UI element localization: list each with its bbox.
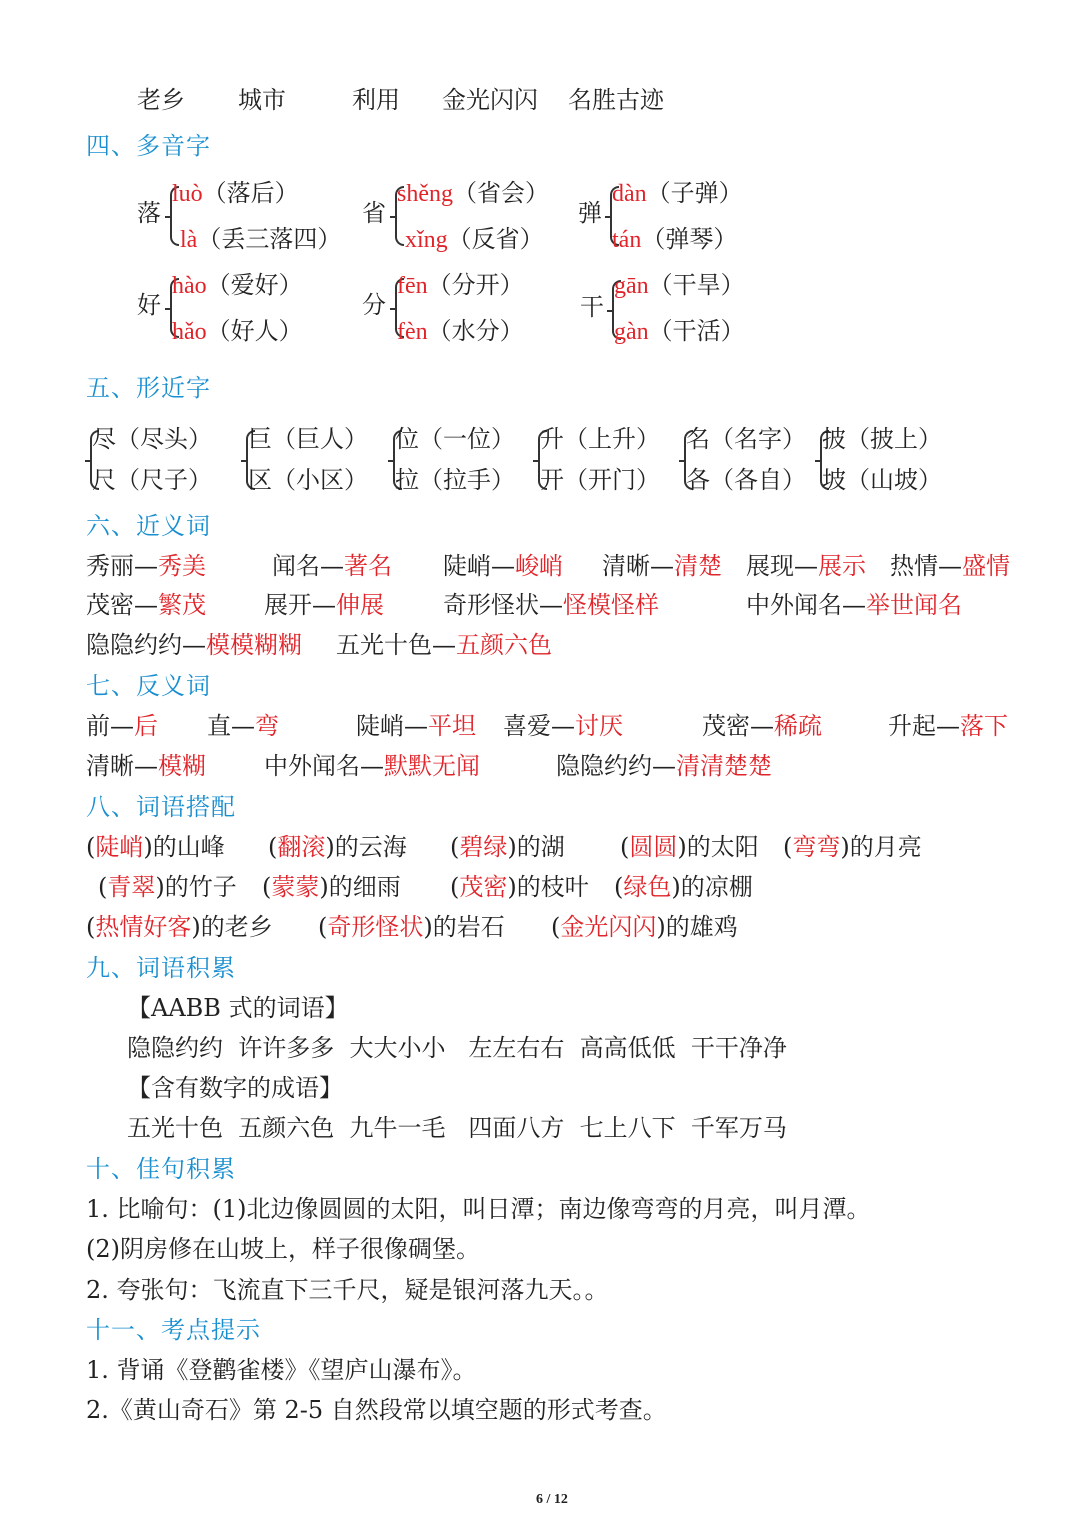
similar-top: 位（一位） (395, 425, 515, 453)
antonym-pair: 中外闻名—默默无闻 (264, 752, 480, 780)
poly-reading-b: xǐng（反省） (405, 225, 544, 253)
synonym-pair: 展现—展示 (746, 552, 866, 580)
aabb-words: 隐隐约约 许许多多 大大小小 左左右右 高高低低 干干净净 (127, 1034, 787, 1062)
poly-reading-a: fēn（分开） (397, 271, 524, 299)
word: 老乡 (137, 86, 185, 114)
number-idioms: 五光十色 五颜六色 九牛一毛 四面八方 七上八下 千军万马 (127, 1114, 787, 1142)
section-title-collocations: 八、词语搭配 (86, 793, 236, 821)
antonym-pair: 喜爱—讨厌 (503, 712, 623, 740)
synonym-pair: 茂密—繁茂 (86, 591, 206, 619)
synonym-pair: 秀丽—秀美 (86, 552, 206, 580)
poly-reading-b: là（丢三落四） (180, 225, 342, 253)
collocation: (碧绿)的湖 (450, 833, 565, 861)
tip-line: 2.《黄山奇石》第 2-5 自然段常以填空题的形式考查。 (86, 1396, 667, 1424)
subheading-number-idioms: 【含有数字的成语】 (127, 1074, 343, 1102)
tip-line: 1. 背诵《登鹳雀楼》《望庐山瀑布》。 (86, 1356, 477, 1384)
poly-char: 好 (137, 291, 161, 319)
synonym-pair: 清晰—清楚 (602, 552, 722, 580)
collocation: (茂密)的枝叶 (450, 873, 589, 901)
synonym-pair: 展开—伸展 (264, 591, 384, 619)
section-title-sentences: 十、佳句积累 (86, 1155, 236, 1183)
poly-reading-a: luò（落后） (172, 179, 299, 207)
similar-top: 巨（巨人） (248, 425, 368, 453)
antonym-pair: 陡峭—平坦 (356, 712, 476, 740)
word: 利用 (352, 86, 400, 114)
poly-reading-b: hǎo（好人） (172, 317, 303, 345)
sentence-line: (2)阴房修在山坡上，样子很像碉堡。 (86, 1235, 480, 1263)
antonym-pair: 直—弯 (207, 712, 279, 740)
poly-reading-a: gān（干旱） (614, 271, 745, 299)
sentence-line: 1. 比喻句：(1)北边像圆圆的太阳，叫日潭；南边像弯弯的月亮，叫月潭。 (86, 1195, 871, 1223)
antonym-pair: 茂密—稀疏 (702, 712, 822, 740)
word: 名胜古迹 (568, 86, 664, 114)
poly-reading-b: tán（弹琴） (612, 225, 738, 253)
synonym-pair: 陡峭—峻峭 (443, 552, 563, 580)
similar-top: 披（披上） (822, 425, 942, 453)
synonym-pair: 奇形怪状—怪模怪样 (443, 591, 659, 619)
poly-char: 弹 (578, 199, 602, 227)
similar-top: 名（名字） (686, 425, 806, 453)
poly-char: 干 (580, 293, 604, 321)
collocation: (金光闪闪)的雄鸡 (551, 913, 738, 941)
similar-bottom: 各（各自） (686, 466, 806, 494)
poly-char: 分 (362, 291, 386, 319)
poly-char: 落 (137, 199, 161, 227)
poly-reading-b: fèn（水分） (397, 317, 524, 345)
section-title-synonyms: 六、近义词 (86, 512, 211, 540)
poly-reading-a: dàn（子弹） (612, 179, 743, 207)
similar-bottom: 拉（拉手） (395, 466, 515, 494)
antonym-pair: 升起—落下 (888, 712, 1008, 740)
sentence-line: 2. 夸张句：飞流直下三千尺，疑是银河落九天。。 (86, 1276, 609, 1304)
antonym-pair: 隐隐约约—清清楚楚 (556, 752, 772, 780)
section-title-vocabulary: 九、词语积累 (86, 954, 236, 982)
similar-top: 升（上升） (540, 425, 660, 453)
collocation: (绿色)的凉棚 (614, 873, 753, 901)
collocation: (热情好客)的老乡 (86, 913, 273, 941)
similar-bottom: 区（小区） (248, 466, 368, 494)
antonym-pair: 前—后 (86, 712, 158, 740)
collocation: (陡峭)的山峰 (86, 833, 225, 861)
collocation: (圆圆)的太阳 (620, 833, 759, 861)
collocation: (弯弯)的月亮 (783, 833, 922, 861)
collocation: (奇形怪状)的岩石 (318, 913, 505, 941)
similar-top: 尽（尽头） (92, 425, 212, 453)
poly-reading-b: gàn（干活） (614, 317, 745, 345)
word: 城市 (238, 86, 286, 114)
antonym-pair: 清晰—模糊 (86, 752, 206, 780)
subheading-aabb: 【AABB 式的词语】 (127, 994, 349, 1022)
similar-bottom: 坡（山坡） (822, 466, 942, 494)
word: 金光闪闪 (442, 86, 538, 114)
poly-reading-a: shěng（省会） (397, 179, 549, 207)
synonym-pair: 热情—盛情 (890, 552, 1010, 580)
poly-char: 省 (362, 199, 386, 227)
collocation: (翻滚)的云海 (268, 833, 407, 861)
poly-reading-a: hào（爱好） (172, 271, 303, 299)
synonym-pair: 闻名—著名 (272, 552, 392, 580)
section-title-similar-chars: 五、形近字 (86, 374, 211, 402)
synonym-pair: 隐隐约约—模模糊糊 (86, 631, 302, 659)
section-title-exam-tips: 十一、考点提示 (86, 1316, 261, 1344)
synonym-pair: 中外闻名—举世闻名 (746, 591, 962, 619)
section-title-antonyms: 七、反义词 (86, 672, 211, 700)
synonym-pair: 五光十色—五颜六色 (336, 631, 552, 659)
collocation: (蒙蒙)的细雨 (262, 873, 401, 901)
similar-bottom: 开（开门） (540, 466, 660, 494)
page-number: 6 / 12 (536, 1492, 568, 1507)
similar-bottom: 尺（尺子） (92, 466, 212, 494)
section-title-polyphonic: 四、多音字 (86, 132, 211, 160)
collocation: (青翠)的竹子 (98, 873, 237, 901)
